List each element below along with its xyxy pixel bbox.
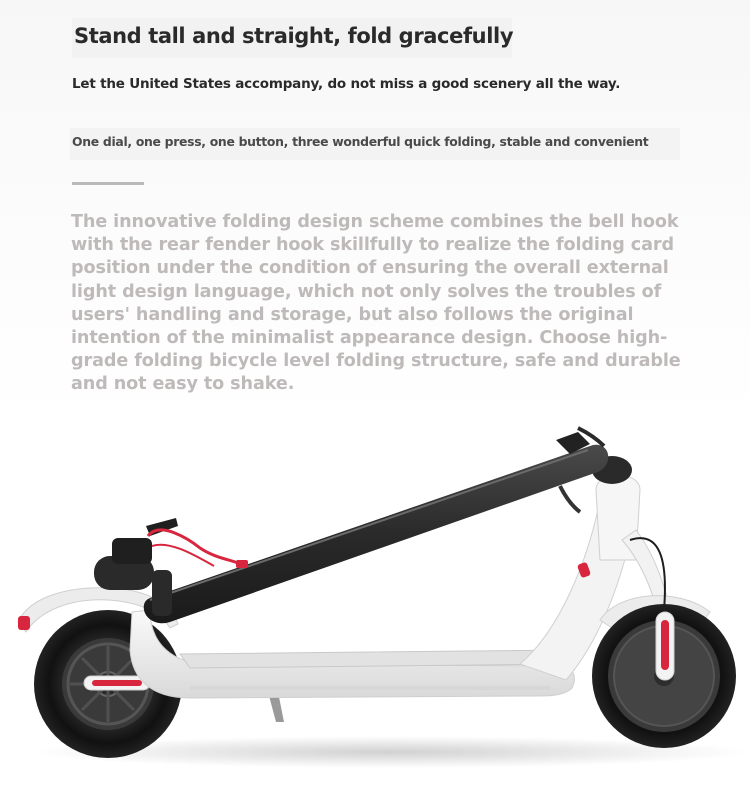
feature-summary: One dial, one press, one button, three wonderful quick folding, stable and convenient [70, 128, 680, 160]
folded-stem [144, 445, 609, 623]
page-title: Stand tall and straight, fold gracefully [72, 18, 512, 58]
bell-cable [148, 530, 248, 568]
folded-scooter-image [0, 400, 750, 786]
front-wheel [592, 604, 736, 748]
feature-description: The innovative folding design scheme combines the bell hook with the rear fender hook skillfully to realize the folding card position under the condition of ensuring the overall external light design language, which not only solves the troubles of users' handling and storage, but also follows the original intention of the minimalist appearance design. Choose high-grade folding bicycle level folding structure, safe and durable and not easy to shake. [71, 212, 681, 395]
subtitle: Let the United States accompany, do not miss a good scenery all the way. [72, 76, 621, 92]
section-divider [72, 182, 144, 185]
scooter-deck [130, 610, 574, 698]
